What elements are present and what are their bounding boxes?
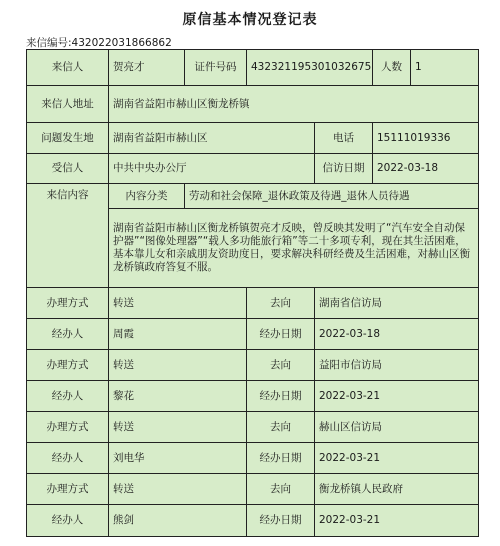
people-count-value: 1 xyxy=(411,50,479,86)
handle-method-label: 办理方式 xyxy=(27,350,109,381)
content-label: 来信内容 xyxy=(27,184,109,288)
table-row xyxy=(27,350,479,381)
writer-value: 贺亮才 xyxy=(109,50,185,86)
table-row xyxy=(27,288,479,319)
destination-label: 去向 xyxy=(247,350,315,381)
table-row xyxy=(27,443,479,474)
destination-label: 去向 xyxy=(247,412,315,443)
handle-date-value: 2022-03-21 xyxy=(315,381,479,412)
handler-value: 熊剑 xyxy=(109,505,247,537)
receiver-label: 受信人 xyxy=(27,154,109,184)
visit-date-label: 信访日期 xyxy=(315,154,373,184)
cert-no-label: 证件号码 xyxy=(185,50,247,86)
handler-label: 经办人 xyxy=(27,319,109,350)
handle-date-value: 2022-03-21 xyxy=(315,443,479,474)
handle-date-label: 经办日期 xyxy=(247,381,315,412)
handle-date-label: 经办日期 xyxy=(247,319,315,350)
table-row xyxy=(27,474,479,505)
handler-value: 周霞 xyxy=(109,319,247,350)
people-count-label: 人数 xyxy=(373,50,411,86)
table-row xyxy=(27,50,479,86)
form-title: 原信基本情况登记表 xyxy=(182,12,318,28)
phone-label: 电话 xyxy=(315,123,373,154)
table-row xyxy=(27,381,479,412)
handle-method-value: 转送 xyxy=(109,474,247,505)
phone-value: 15111019336 xyxy=(373,123,479,154)
handle-date-label: 经办日期 xyxy=(247,443,315,474)
handle-method-value: 转送 xyxy=(109,412,247,443)
handler-value: 刘电华 xyxy=(109,443,247,474)
visit-date-value: 2022-03-18 xyxy=(373,154,479,184)
destination-label: 去向 xyxy=(247,288,315,319)
writer-address-value: 湖南省益阳市赫山区衡龙桥镇 xyxy=(109,86,479,123)
handle-method-value: 转送 xyxy=(109,288,247,319)
handle-method-label: 办理方式 xyxy=(27,412,109,443)
handler-value: 黎花 xyxy=(109,381,247,412)
destination-value: 衡龙桥镇人民政府 xyxy=(315,474,479,505)
handler-label: 经办人 xyxy=(27,381,109,412)
handler-label: 经办人 xyxy=(27,443,109,474)
issue-place-label: 问题发生地 xyxy=(27,123,109,154)
content-body: 湖南省益阳市赫山区衡龙桥镇贺亮才反映，曾反映其发明了“汽车安全自动保护器”“图像处理器”“载人多功能旅行箱”等二十多项专利，现在其生活困难，基本靠儿女和亲戚朋友资助度日，要求解决科研经费及生活困难，对赫山区衡龙桥镇政府答复不服。 xyxy=(109,209,479,288)
table-row xyxy=(27,86,479,123)
handle-method-label: 办理方式 xyxy=(27,474,109,505)
handle-method-label: 办理方式 xyxy=(27,288,109,319)
table-row xyxy=(27,412,479,443)
handle-date-value: 2022-03-21 xyxy=(315,505,479,537)
destination-value: 赫山区信访局 xyxy=(315,412,479,443)
letter-serial-number: 来信编号:432022031866862 xyxy=(26,37,172,49)
table-row xyxy=(27,154,479,184)
handle-method-value: 转送 xyxy=(109,350,247,381)
issue-place-value: 湖南省益阳市赫山区 xyxy=(109,123,315,154)
writer-label: 来信人 xyxy=(27,50,109,86)
destination-value: 湖南省信访局 xyxy=(315,288,479,319)
writer-address-label: 来信人地址 xyxy=(27,86,109,123)
category-value: 劳动和社会保障_退休政策及待遇_退休人员待遇 xyxy=(185,184,479,209)
category-label: 内容分类 xyxy=(109,184,185,209)
handle-date-value: 2022-03-18 xyxy=(315,319,479,350)
handler-label: 经办人 xyxy=(27,505,109,537)
table-row xyxy=(27,123,479,154)
table-row xyxy=(27,319,479,350)
registration-table xyxy=(26,49,479,537)
destination-value: 益阳市信访局 xyxy=(315,350,479,381)
handle-date-label: 经办日期 xyxy=(247,505,315,537)
receiver-value: 中共中央办公厅 xyxy=(109,154,315,184)
table-row xyxy=(27,184,479,209)
table-row xyxy=(27,505,479,537)
cert-no-value: 432321195301032675 xyxy=(247,50,373,86)
destination-label: 去向 xyxy=(247,474,315,505)
